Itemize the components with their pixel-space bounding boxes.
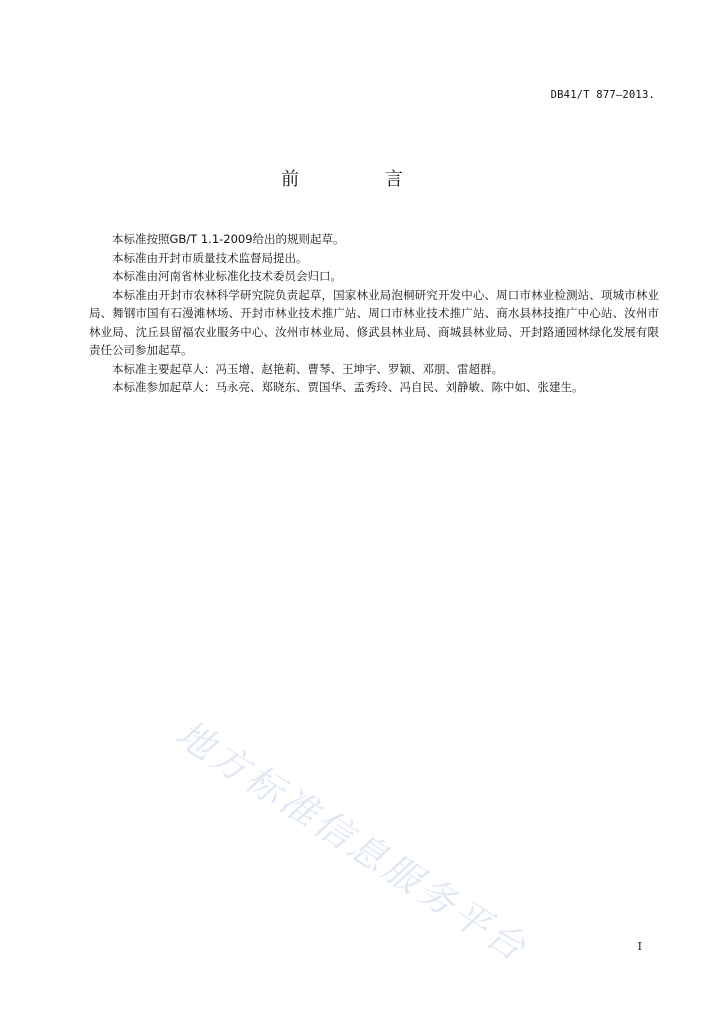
foreword-body (89, 230, 659, 397)
standard-code: DB41/T 877—2013. (550, 89, 655, 101)
paragraph-drafting-rules: 本标准按照GB/T 1.1-2009给出的规则起草。 (112, 232, 345, 246)
paragraph-drafting-units: 本标准由开封市农林科学研究院负责起草，国家林业局泡桐研究开发中心、周口市林业检测站、项城市林业局、舞钢市国有石漫滩林场、开封市林业技术推广站、周口市林业技术推广站、商水县林技推广中心站、汝州市林业局、沈丘县留福农业服务中心、汝州市林业局、修武县林业局、商城县林业局、开封路通园林绿化发展有限责任公司参加起草。 (89, 287, 659, 357)
watermark: 地方标准信息服务平台 (168, 711, 536, 972)
page-title: 前 言 (281, 169, 443, 190)
paragraph-responsible-committee: 本标准由河南省林业标准化技术委员会归口。 (112, 269, 342, 283)
page-number: I (637, 940, 642, 953)
paragraph-participating-drafters: 本标准参加起草人：马永亮、郑晓东、贾国华、孟秀玲、冯自民、刘静敏、陈中如、张建生。 (112, 380, 584, 394)
paragraph-proposer: 本标准由开封市质量技术监督局提出。 (112, 250, 308, 265)
paragraph-main-drafters: 本标准主要起草人：冯玉增、赵艳莉、曹琴、王坤宇、罗颖、邓朋、雷超群。 (112, 361, 503, 376)
